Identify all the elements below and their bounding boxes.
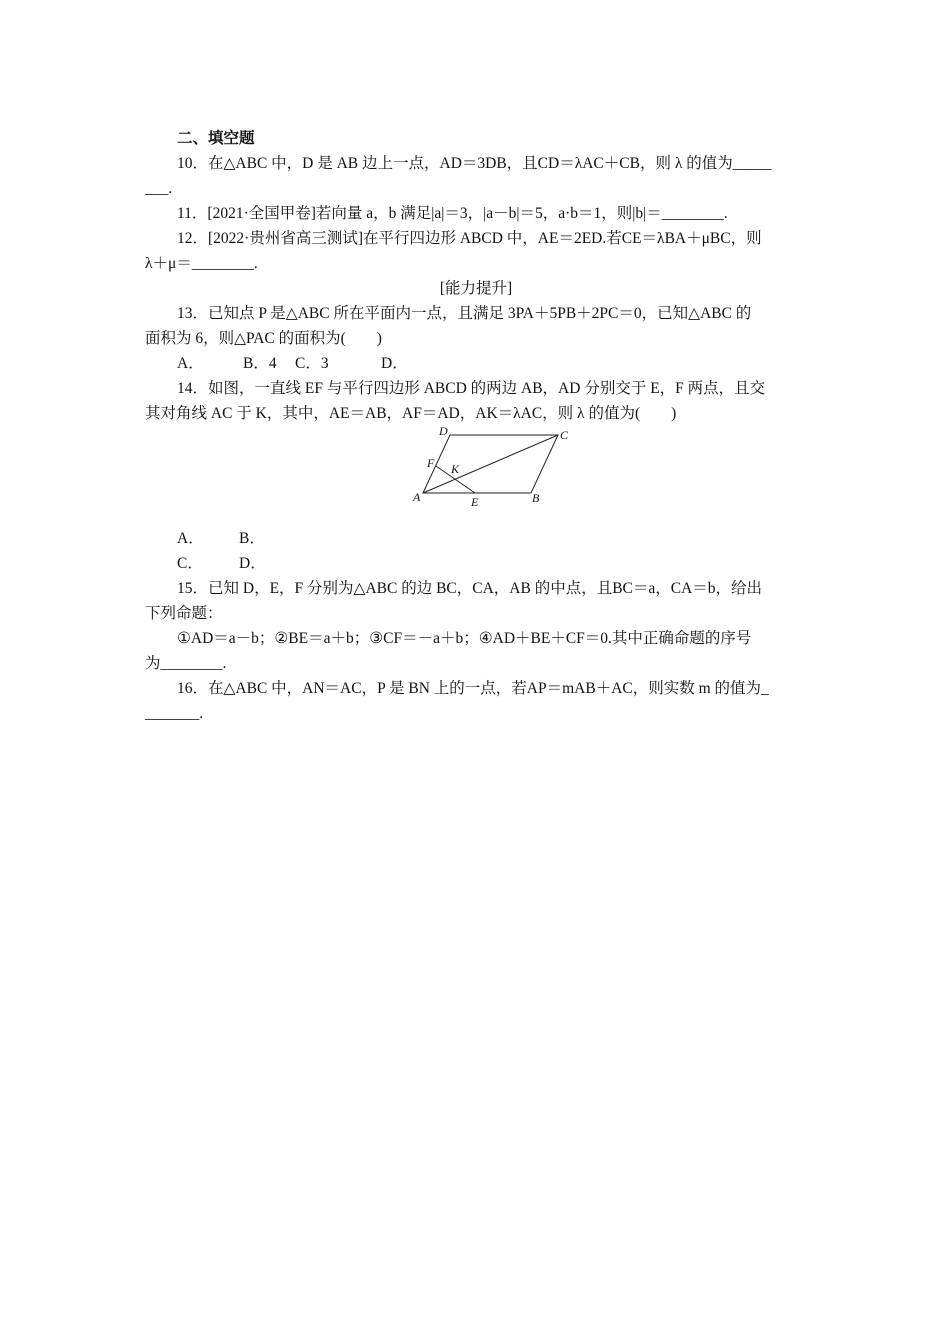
label-f: F <box>427 456 435 470</box>
q13-option-d: D． <box>381 355 408 372</box>
q15-line4: 为________. <box>145 655 227 672</box>
q10-line2: ___. <box>145 180 173 197</box>
q12-line2: λ＋μ＝________. <box>145 255 258 272</box>
q15-line2: 下列命题： <box>145 605 223 622</box>
parallelogram-diagram <box>405 424 575 510</box>
diagonal-ac <box>423 435 558 493</box>
q13-line2: 面积为 6，则△PAC 的面积为( ) <box>145 330 382 347</box>
q13-option-b: B．4 <box>243 355 277 372</box>
subsection-heading: [能力提升] <box>439 280 513 297</box>
q14-option-c: C． <box>177 555 203 572</box>
parallelogram-figure <box>405 424 575 510</box>
label-d: D <box>439 424 448 438</box>
q16-line2: _______. <box>145 705 204 722</box>
q15-line3: ①AD＝a－b；②BE＝a＋b；③CF＝－a＋b；④AD＋BE＋CF＝0.其中正确命题的序号 <box>177 630 752 647</box>
q14-line2: 其对角线 AC 于 K，其中，AE＝AB，AF＝AD，AK＝λAC，则 λ 的值为( ) <box>145 405 677 422</box>
q15-line1: 15．已知 D，E，F 分别为△ABC 的边 BC，CA，AB 的中点，且BC＝a，CA＝b，给出 <box>177 580 763 597</box>
q14-options-row1 <box>145 526 807 551</box>
label-c: C <box>560 428 569 442</box>
q13-option-c: C．3 <box>295 355 329 372</box>
q14-option-b: B． <box>239 530 265 547</box>
q13-line1: 13．已知点 P 是△ABC 所在平面内一点，且满足 3PA＋5PB＋2PC＝0，已知△ABC 的 <box>177 305 752 322</box>
q14-option-d: D． <box>239 555 266 572</box>
q13-option-a: A． <box>177 355 204 372</box>
label-e: E <box>471 495 479 509</box>
q11-line1: 11．[2021·全国甲卷]若向量 a，b 满足|a|＝3，|a－b|＝5，a·b＝1，则|b|＝________. <box>177 205 728 222</box>
section-heading: 二、填空题 <box>177 130 255 147</box>
label-a: A <box>413 490 421 504</box>
q14-line1: 14．如图，一直线 EF 与平行四边形 ABCD 的两边 AB，AD 分别交于 E，F 两点，且交 <box>177 380 766 397</box>
q16-line1: 16．在△ABC 中，AN＝AC，P 是 BN 上的一点，若AP＝mAB＋AC，则实数 m 的值为_ <box>177 680 769 697</box>
label-k: K <box>451 462 460 476</box>
q14-options-row2 <box>145 551 807 576</box>
q13-options <box>145 351 807 376</box>
q14-option-a: A． <box>177 530 204 547</box>
label-b: B <box>532 491 540 505</box>
q12-line1: 12．[2022·贵州省高三测试]在平行四边形 ABCD 中，AE＝2ED.若CE＝λBA＋μBC，则 <box>177 230 762 247</box>
q10-line1: 10．在△ABC 中，D 是 AB 边上一点，AD＝3DB，且CD＝λAC＋CB，则 λ 的值为_____ <box>177 155 772 172</box>
